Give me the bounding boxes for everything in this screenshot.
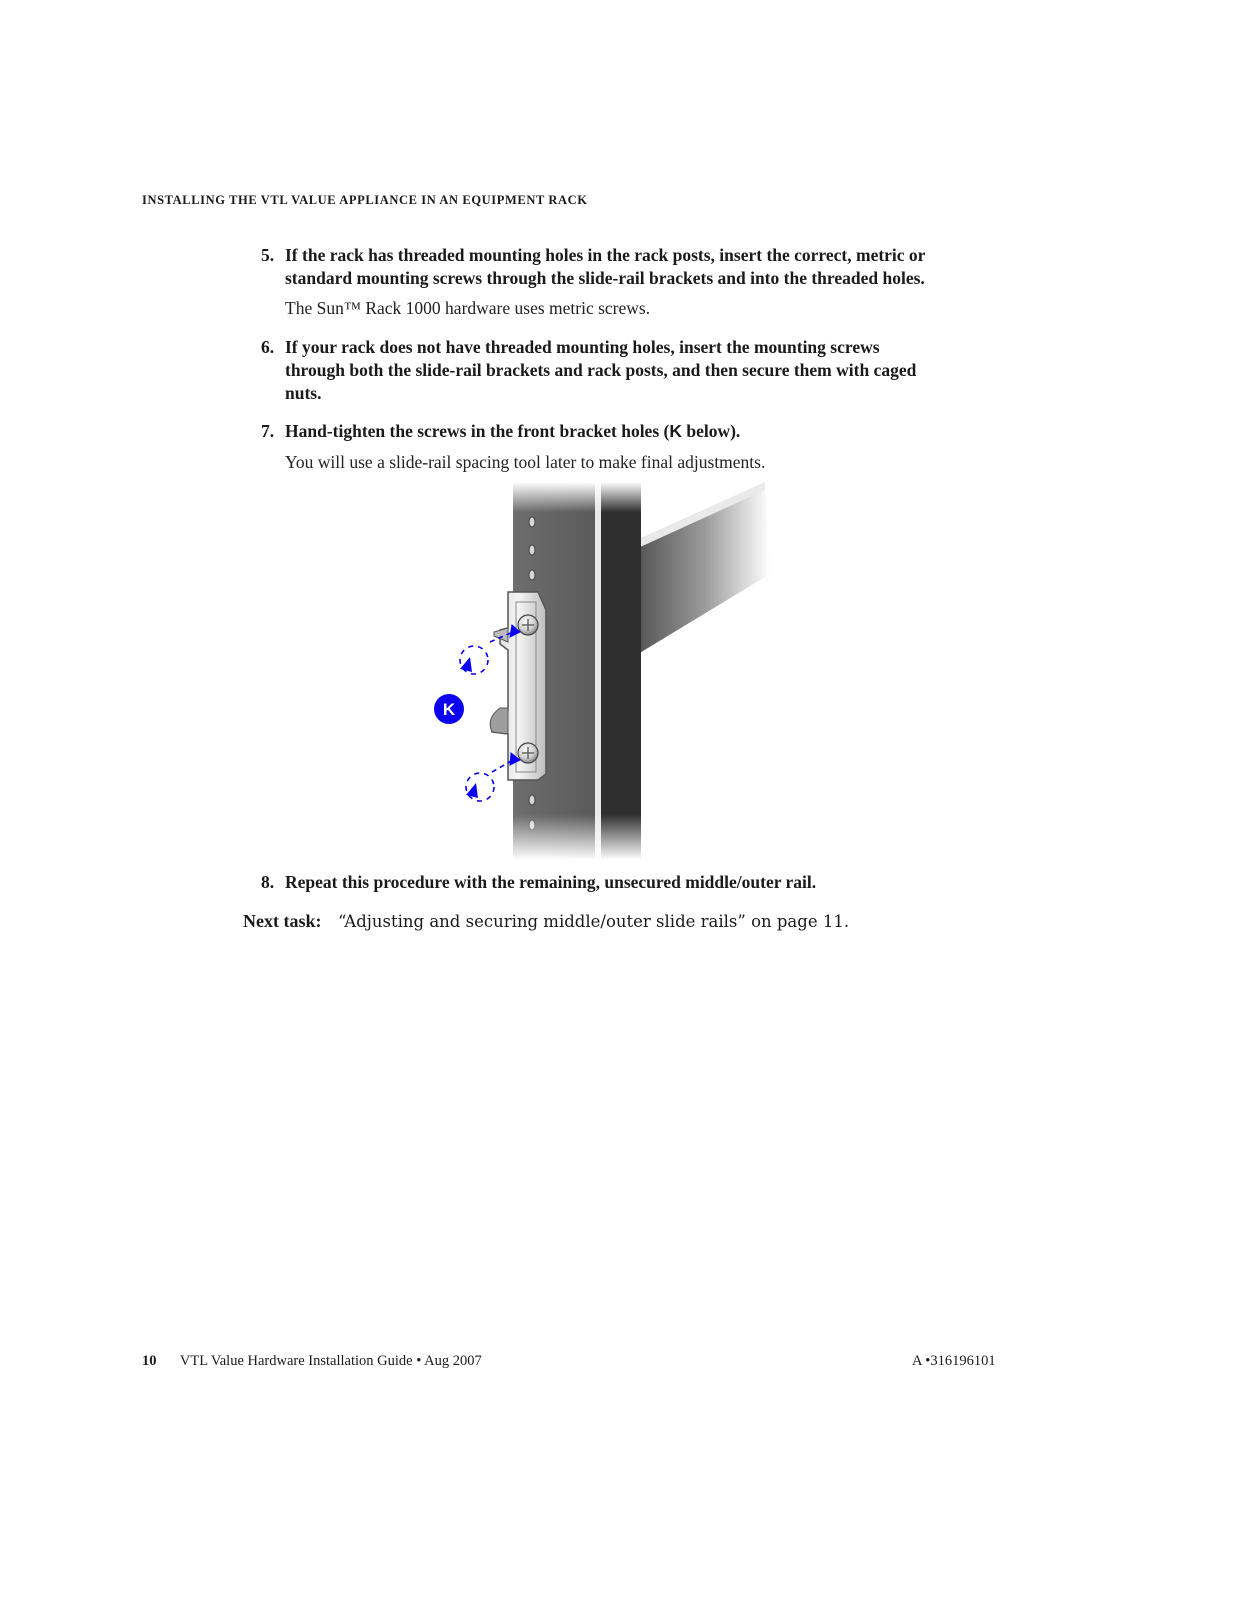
- next-task-link[interactable]: “Adjusting and securing middle/outer slide rails” on page 11.: [338, 912, 850, 931]
- step-5: [261, 244, 1021, 290]
- step-text: below).: [681, 421, 741, 441]
- step-text-line: through both the slide-rail brackets and rack posts, and then secure them with caged: [285, 360, 917, 380]
- step-text-line: If the rack has threaded mounting holes in the rack posts, insert the correct, metric or: [285, 245, 926, 265]
- page-footer: [142, 1352, 482, 1370]
- rotate-clockwise-icon: [466, 773, 494, 801]
- step-text-line: Repeat this procedure with the remaining, unsecured middle/outer rail.: [285, 872, 817, 892]
- document-id: A •316196101: [912, 1353, 996, 1369]
- step-number: 8.: [261, 872, 275, 892]
- callout-k-badge: [434, 694, 464, 724]
- running-head: INSTALLING THE VTL VALUE APPLIANCE IN AN EQUIPMENT RACK: [142, 193, 588, 207]
- step-5-note: The Sun™ Rack 1000 hardware uses metric screws.: [285, 298, 651, 318]
- step-8: [261, 871, 1021, 894]
- step-number: 7.: [261, 421, 275, 441]
- step-number: 5.: [261, 245, 275, 265]
- next-task-label: Next task:: [243, 911, 322, 931]
- next-task: [243, 909, 849, 934]
- step-text-line: nuts.: [285, 383, 322, 403]
- step-text-line: standard mounting screws through the slide-rail brackets and into the threaded holes.: [285, 268, 925, 288]
- step-text-line: [261, 420, 1021, 443]
- step-7: [261, 420, 1021, 443]
- footer-title: VTL Value Hardware Installation Guide • Aug 2007: [179, 1353, 482, 1369]
- step-6: [261, 336, 1021, 405]
- mounting-screw: [518, 615, 538, 635]
- slide-rail: [638, 482, 770, 654]
- step-7-note: You will use a slide-rail spacing tool later to make final adjustments.: [285, 452, 766, 472]
- callout-k-label: K: [442, 700, 456, 719]
- step-number: 6.: [261, 337, 275, 357]
- step-text: Hand-tighten the screws in the front bracket holes (: [285, 421, 670, 441]
- rotate-clockwise-icon: [460, 646, 488, 674]
- mounting-screw: [518, 743, 538, 763]
- callout-reference: K: [669, 421, 682, 441]
- page-number: 10: [142, 1353, 157, 1369]
- rack-bracket-figure: [420, 482, 780, 860]
- step-text-line: If your rack does not have threaded mounting holes, insert the mounting screws: [285, 337, 880, 357]
